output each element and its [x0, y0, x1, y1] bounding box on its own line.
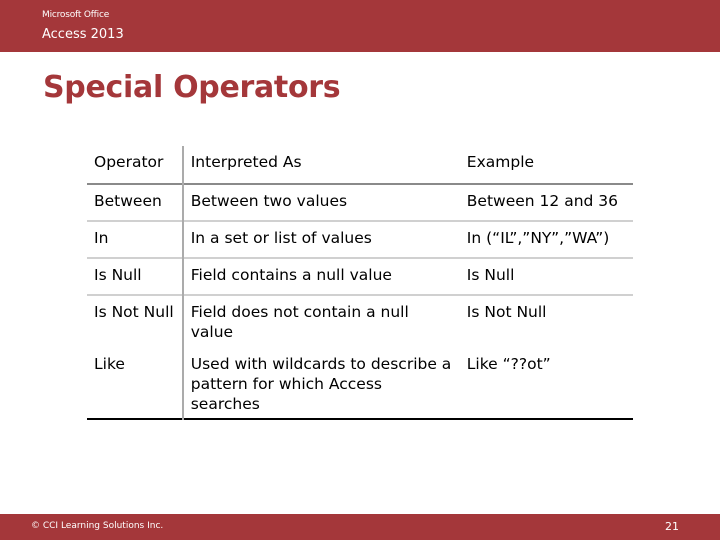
- brand-label: Microsoft Office: [42, 10, 110, 20]
- copyright-text: © CCI Learning Solutions Inc.: [31, 521, 164, 531]
- interpreted-cell: Between two values: [183, 184, 460, 221]
- interpreted-cell: Field contains a null value: [183, 258, 460, 295]
- page-number: 21: [665, 520, 679, 533]
- interpreted-cell: Used with wildcards to describe a pattern for which Access searches: [183, 348, 460, 419]
- operator-cell: Between: [94, 192, 162, 210]
- example-cell: Like “??ot”: [466, 355, 551, 373]
- interpreted-cell: In a set or list of values: [183, 221, 460, 258]
- table-row: [87, 295, 633, 348]
- header-bar: [0, 0, 720, 52]
- column-header-interpreted: Interpreted As: [183, 146, 460, 184]
- example-cell: Is Not Null: [466, 303, 547, 321]
- operator-cell: Like: [94, 355, 125, 373]
- interpreted-cell: Field does not contain a null value: [183, 295, 460, 348]
- operator-cell: Is Null: [94, 266, 142, 284]
- table-row: [87, 348, 633, 419]
- example-cell: Is Null: [466, 266, 515, 284]
- operator-cell: In: [94, 229, 109, 247]
- product-label: Access 2013: [42, 27, 124, 42]
- table-row: [87, 184, 633, 221]
- column-header-example: Example: [466, 153, 535, 171]
- example-cell: In (“IL”,”NY”,”WA”): [466, 229, 610, 247]
- column-header-operator: Operator: [94, 153, 164, 171]
- slide-title: Special Operators: [43, 70, 341, 105]
- table-header-row: [87, 146, 633, 184]
- operator-cell: Is Not Null: [94, 303, 174, 321]
- footer-bar: [0, 514, 720, 540]
- operators-table: [87, 146, 633, 420]
- table-row: [87, 221, 633, 258]
- example-cell: Between 12 and 36: [466, 192, 619, 210]
- table-row: [87, 258, 633, 295]
